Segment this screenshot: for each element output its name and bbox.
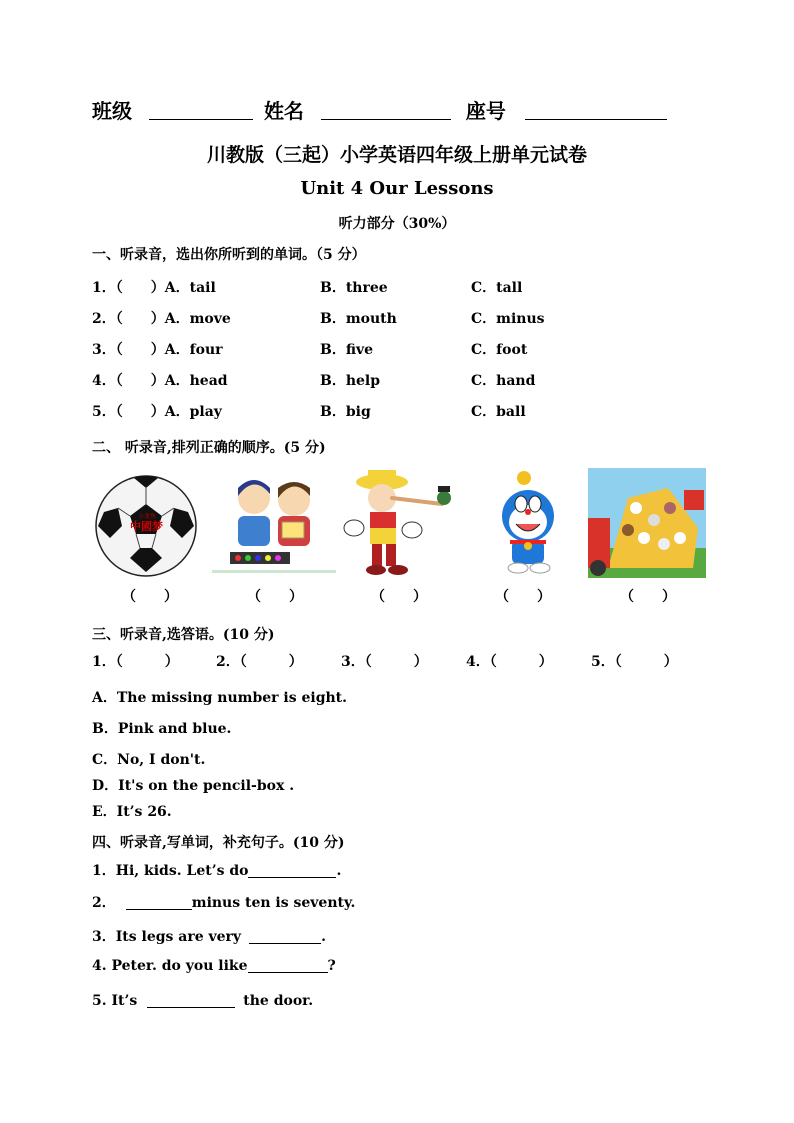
q4-2-text: 2．	[92, 895, 116, 911]
q4-5-end: the door.	[243, 993, 314, 1009]
q3-option-a: A．The missing number is eight.	[92, 690, 348, 706]
q1-1-b: B．three	[320, 280, 388, 296]
q4-sentence-5	[92, 993, 313, 1009]
q4-3-blank[interactable]	[249, 929, 321, 944]
section1-heading: 一、听录音，选出你所听到的单词。（5 分）	[92, 247, 366, 263]
q4-2-end: minus ten is seventy.	[191, 895, 356, 911]
q3-blank-3[interactable]: 3．（ ）	[341, 654, 428, 670]
exam-title: 川教版（三起）小学英语四年级上册单元试卷	[206, 144, 587, 166]
ball-brand-text: 小龙鱼	[138, 513, 157, 520]
q1-1: 1．（ ）A．tail	[92, 280, 216, 296]
q1-2-b: B．mouth	[320, 311, 397, 327]
q4-sentence-2	[92, 892, 355, 912]
class-label: 班级	[92, 99, 132, 123]
q1-2-c: C．minus	[471, 311, 545, 327]
q3-blank-5[interactable]: 5．（ ）	[591, 654, 678, 670]
section4-heading: 四、听录音,写单词，补充句子。(10 分)	[92, 835, 345, 851]
q4-1-blank[interactable]	[248, 863, 336, 878]
q4-sentence-4	[92, 958, 336, 974]
listening-part-title: 听力部分（30%）	[338, 216, 456, 232]
unit-title: Unit 4 Our Lessons	[300, 178, 494, 199]
q3-blank-4[interactable]: 4．（ ）	[466, 654, 553, 670]
class-blank[interactable]	[149, 97, 253, 120]
seat-label: 座号	[465, 99, 506, 123]
robot-cat-picture	[484, 468, 576, 578]
order-bracket-3[interactable]: （ ）	[371, 589, 427, 605]
q3-option-b: B．Pink and blue.	[92, 721, 232, 737]
q4-4-end: ?	[327, 958, 336, 974]
q4-5-blank[interactable]	[147, 993, 235, 1008]
soccer-ball-picture	[90, 468, 202, 578]
q4-3-end: .	[321, 929, 326, 945]
q4-1-text: 1．Hi, kids. Let’s do	[92, 863, 249, 879]
q3-blank-2[interactable]: 2．（ ）	[216, 654, 303, 670]
q1-5-c: C．ball	[471, 404, 526, 420]
q1-1-c: C．tall	[471, 280, 523, 296]
q1-4: 4．（ ）A．head	[92, 373, 228, 389]
student-info-header	[92, 96, 667, 126]
q4-4-text: 4. Peter. do you like	[92, 958, 248, 974]
q1-4-b: B．help	[320, 373, 381, 389]
kids-reading-picture	[212, 468, 336, 578]
order-bracket-5[interactable]: （ ）	[620, 589, 676, 605]
order-bracket-4[interactable]: （ ）	[495, 589, 551, 605]
q4-5-text: 5. It’s	[92, 993, 138, 1009]
q1-2: 2．（ ）A．move	[92, 311, 231, 327]
q4-4-blank[interactable]	[248, 958, 328, 973]
q1-5: 5．（ ）A．play	[92, 404, 222, 420]
q3-option-c: C．No, I don't.	[92, 752, 206, 768]
section2-heading: 二、 听录音,排列正确的顺序。(5 分)	[92, 440, 326, 456]
order-bracket-2[interactable]: （ ）	[247, 589, 303, 605]
q1-3-b: B．five	[320, 342, 374, 358]
q1-4-c: C．hand	[471, 373, 536, 389]
order-bracket-1[interactable]: （ ）	[122, 589, 178, 605]
q3-blank-1[interactable]: 1．（ ）	[92, 654, 179, 670]
name-label: 姓名	[263, 99, 304, 123]
pinocchio-picture	[342, 468, 460, 578]
q1-3-c: C．foot	[471, 342, 528, 358]
q3-option-d: D．It's on the pencil-box .	[92, 778, 295, 794]
farm-train-picture	[588, 468, 706, 578]
q4-sentence-3	[92, 926, 326, 946]
seat-blank[interactable]	[525, 97, 667, 120]
q4-2-blank[interactable]	[126, 895, 192, 910]
q4-1-end: .	[336, 863, 342, 879]
name-blank[interactable]	[321, 97, 451, 120]
ball-dream-text: 中國梦	[130, 520, 163, 533]
q3-option-e: E．It’s 26.	[92, 804, 172, 820]
q1-3: 3．（ ）A．four	[92, 342, 223, 358]
q4-3-text: 3．Its legs are very	[92, 929, 242, 945]
q4-sentence-1	[92, 860, 341, 880]
q1-5-b: B．big	[320, 404, 371, 420]
section3-heading: 三、听录音,选答语。(10 分)	[92, 627, 275, 643]
